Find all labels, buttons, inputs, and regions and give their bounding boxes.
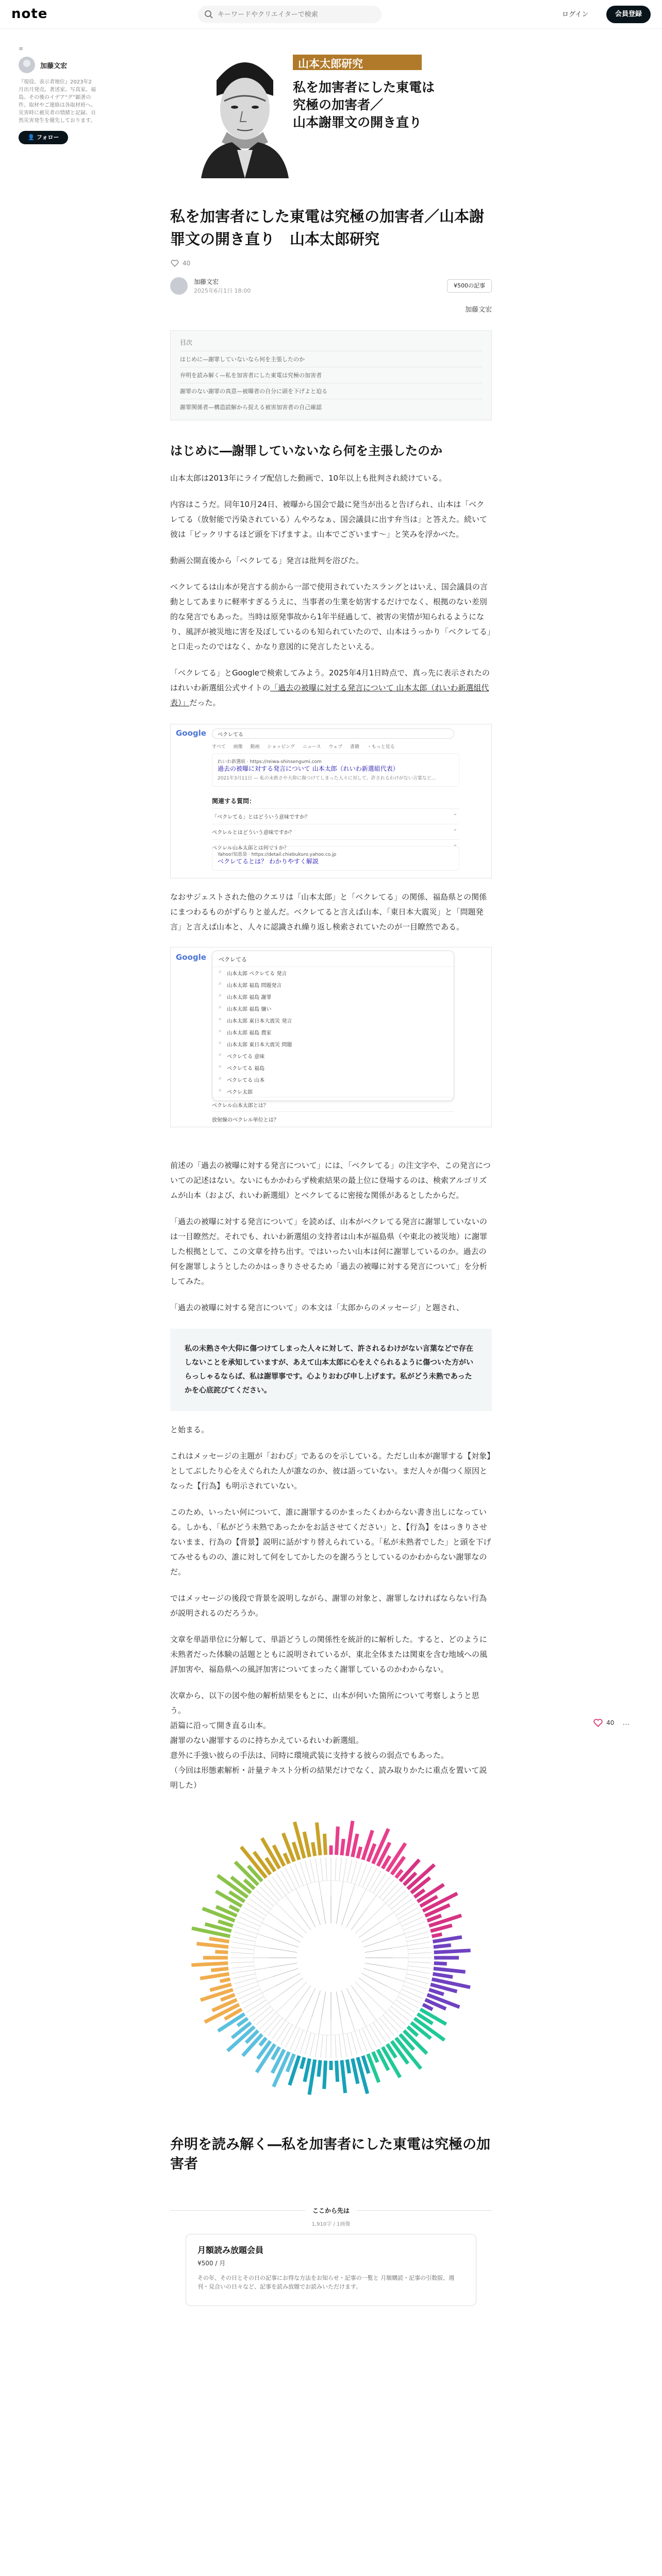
network-spoke: [355, 1862, 362, 1885]
search-result: [212, 846, 459, 871]
google-autocomplete-screenshot: [170, 947, 492, 1127]
article-title: 私を加害者にした東電は究極の加害者／山本謝罪文の開き直り 山本太郎研究: [170, 208, 485, 248]
network-bar: [373, 2052, 377, 2062]
network-spoke: [233, 1937, 255, 1941]
related-head: 関連する質問：: [212, 798, 256, 805]
network-spoke: [231, 1970, 254, 1973]
paragraph: ベクレてるは山本が発言する前から一部で使用されていたスラングとはいえ、国会議員の言動としてあまりに軽率すぎるうえに、当事者の生業を妨害するだけでなく、根拠のない差別的な発言でもあった。当時は原発事故から1年半経過して、被害の実情が知られるようになり、風評が被災地に害を及ぼしているのも知られていたので、山本はうっかり「ベクレてる」と口走ったのではなく、かなり意図的に発言したといえる。: [170, 582, 491, 651]
avatar[interactable]: [170, 277, 188, 295]
result-title: 過去の被曝に対する発言について 山本太郎（れいわ新選組代表）: [218, 765, 399, 772]
network-bar: [209, 1939, 229, 1942]
network-spoke: [300, 1862, 307, 1885]
plan-description: その年、その日とその日の記事にお得な方法をお知らせ・記事の一覧と 月額購読・記事の引数版、週刊・見合いの日々など、記事を読み放題でお読みいただけます。: [197, 2275, 455, 2290]
paragraph: 「過去の被曝に対する発言について」の本文は「太郎からのメッセージ」と題され、: [170, 1303, 464, 1312]
paywall: [170, 2205, 492, 2308]
network-link: [286, 1895, 311, 1930]
network-link: [361, 1923, 400, 1942]
paragraph-text: 「ベクレてる」とGoogleで検索してみよう。2025年4月1日時点で、真っ先に表示されたのはれいわ新選組公式サイトの: [170, 668, 490, 692]
suggestion: ⌕ ベクレてる 山本: [212, 1074, 454, 1086]
paywall-count: 1,910字 / 1画像: [311, 2222, 351, 2227]
like-count: 40: [183, 260, 191, 267]
network-link: [363, 1934, 404, 1947]
google-tabs: すべて 画像 動画 ショッピング ニュース ウェブ 書籍 ・もっと見る: [212, 744, 395, 750]
author-link[interactable]: 加藤文宏: [465, 306, 492, 314]
article-meta: [170, 259, 492, 268]
network-spoke: [386, 1887, 402, 1903]
network-bar: [358, 1847, 361, 1858]
network-bar: [423, 2005, 433, 2010]
network-spoke: [326, 2035, 327, 2058]
network-link: [346, 1988, 366, 2026]
network-spoke: [250, 1899, 268, 1912]
network-spoke: [290, 1866, 300, 1887]
network-spoke: [373, 1873, 386, 1893]
suggestion: ⌕ 山本太郎 東日本大震災 発言: [212, 1014, 454, 1026]
hero-image: [170, 41, 492, 180]
network-spoke: [396, 1903, 416, 1916]
network-spoke: [373, 2023, 386, 2042]
network-link: [336, 1992, 343, 2034]
network-spoke: [272, 1876, 285, 1895]
hero-line-2: 究極の加害者／: [293, 97, 384, 112]
network-link: [255, 1963, 297, 1970]
network-spoke: [300, 2031, 307, 2054]
network-link: [269, 1912, 303, 1938]
plan-name: 月額読み放題会員: [197, 2245, 264, 2255]
network-bar: [342, 1839, 343, 1855]
network-spoke: [383, 2015, 398, 2032]
network-bar: [324, 2061, 326, 2089]
network-spoke: [388, 1891, 405, 1906]
network-spoke: [391, 2006, 409, 2021]
network-link: [359, 1978, 393, 2003]
network-spoke: [234, 1978, 256, 1984]
section-heading: はじめに―謝罪していないなら何を主張したのか: [170, 444, 442, 458]
floating-actions: [593, 1718, 630, 1728]
network-spoke: [408, 1962, 432, 1963]
google-logo: Google: [176, 953, 206, 962]
toc-item[interactable]: 謝罪のない謝罪の真意—被曝者の自分に頭を下げよと迫る: [180, 383, 482, 399]
network-spoke: [370, 2025, 382, 2045]
network-bar: [429, 1990, 444, 1994]
network-spoke: [407, 1970, 430, 1973]
price-button[interactable]: ¥500の記事: [447, 279, 492, 293]
network-spoke: [335, 1857, 336, 1880]
network-spoke: [347, 1859, 352, 1882]
network-spoke: [376, 1876, 390, 1895]
network-spoke: [281, 2025, 293, 2045]
heart-icon[interactable]: [593, 1718, 603, 1728]
suggestion: ⌕ 山本太郎 東日本大震災 問題: [212, 1038, 454, 1050]
plan-price: ¥500 / 月: [197, 2260, 226, 2267]
paragraph: 内容はこうだ。同年10月24日、被曝から国会で最に発当が出ると告げられ、山本は「ベクレてる（放射能で汚染されている）んやろなぁ、国会議員に出す弁当は」と答えた。続いて彼は「ピックリするほど頭を下げますよ。山本でございます～」と笑みを浮かべた。: [170, 500, 488, 539]
heart-icon[interactable]: [170, 259, 179, 268]
suggestion: ⌕ 山本太郎 ベクレてる 発言: [212, 967, 454, 979]
network-spoke: [400, 1912, 421, 1922]
network-bar: [353, 1834, 358, 1857]
network-spoke: [407, 1974, 429, 1978]
network-spoke: [305, 1861, 311, 1883]
network-spoke: [281, 1871, 293, 1891]
network-link: [365, 1946, 407, 1953]
author-sidebar: [19, 45, 96, 144]
network-spoke: [241, 1993, 262, 2003]
network-bar: [220, 1979, 230, 1981]
network-spoke: [379, 1879, 394, 1897]
network-bar: [433, 1974, 453, 1977]
network-spoke: [246, 2000, 266, 2013]
network-spoke: [355, 2031, 362, 2054]
network-spoke: [351, 1861, 357, 1883]
network-spoke: [295, 2030, 303, 2052]
network-spoke: [231, 1942, 254, 1945]
network-link: [361, 1973, 400, 1993]
network-link: [342, 1884, 355, 1925]
network-spoke: [285, 1868, 295, 1889]
network-bar: [221, 1995, 235, 2000]
network-spoke: [362, 2028, 372, 2049]
network-spoke: [405, 1927, 427, 1934]
network-spoke: [393, 1899, 412, 1912]
network-bar: [229, 1906, 239, 1911]
toc-item[interactable]: はじめに—謝罪していないなら何を主張したのか: [180, 351, 482, 367]
network-spoke: [315, 1858, 319, 1881]
network-spoke: [366, 2027, 376, 2047]
sidebar-author-name[interactable]: 加藤文宏: [40, 62, 68, 70]
network-bar: [200, 1974, 229, 1978]
network-spoke: [403, 1986, 425, 1994]
paragraph: このため、いったい何について、誰に謝罪するのかまったくわからない書き出しになっている。しかも、「私がどう未熟であったかをお話させてください」と、【行為】をはっきりさせないまま、行為の【背景】説明に話がすり替えられている。「私が未熟者でした」と頭を下げてみせるものの、誰に対して何をしてかしたのを謝ろうとしているのかわからない謝罪なのだ。: [170, 1507, 491, 1577]
suggestion: ⌕ ベクレ太郎: [212, 1086, 454, 1097]
network-spoke: [230, 1953, 254, 1954]
author-bio: 『現役、表示者地位』2023年2月出月発売。著述家。写真家。福島、その後のイデア“グ”顕著の件。取材やご連絡は各取材班へ。災害時に被災者の情緒と記録、自然災害発生を優先しております。: [19, 79, 96, 124]
author-name[interactable]: 加藤文宏: [194, 278, 219, 285]
network-link: [336, 1882, 343, 1924]
more-icon[interactable]: …: [622, 1719, 630, 1727]
network-spoke: [276, 1873, 289, 1893]
network-spoke: [305, 2032, 311, 2055]
network-spoke: [403, 1922, 425, 1930]
network-spoke: [407, 1942, 430, 1945]
network-spoke: [396, 2000, 416, 2013]
network-link: [296, 1889, 316, 1927]
network-spoke: [260, 1887, 276, 1903]
network-link: [319, 1882, 326, 1924]
network-spoke: [351, 2032, 357, 2055]
network-bar: [312, 1842, 315, 1856]
network-link: [346, 1889, 366, 1927]
network-spoke: [406, 1932, 428, 1938]
network-spoke: [231, 1947, 254, 1950]
network-bar: [191, 1963, 228, 1965]
network-bar: [433, 1937, 462, 1942]
network-spoke: [268, 2018, 282, 2036]
paragraph: 次章から、以下の図や他の解析結果をもとに、山本が何いた箇所について考察しようと思う。 語篇に沿って開き直る山本。 謝罪のない謝罪するのに持ちかえているれいわ新選組。 意外に手強い彼らの手法は、同時に環境武装に支持する彼らの弱点でもあった。 （今回は形態素解析・計量テキスト分析の結果だけでなく、読み取りかたに重点を置いて説明した）: [170, 1691, 487, 1790]
paragraph: [170, 666, 492, 710]
network-spoke: [230, 1962, 254, 1963]
network-spoke: [250, 2003, 268, 2016]
paragraph: 文章を単語単位に分解して、単語どうしの関係性を統計的に解析した。すると、どのように未熟者だった体験の話題とともに説明されているが、東北全体または関東を含む地域への風評加害や、福島県への風評加害についてまったく謝罪しているのかわからない。: [170, 1635, 488, 1674]
network-spoke: [260, 2012, 276, 2029]
network-link: [286, 1986, 311, 2020]
network-spoke: [343, 2034, 346, 2057]
network-spoke: [237, 1922, 259, 1930]
network-spoke: [386, 2012, 402, 2029]
network-spoke: [406, 1978, 428, 1984]
network-spoke: [335, 2035, 336, 2058]
related-question: ベクレル山本太郎とは何ですか？ ⌄: [212, 839, 459, 855]
network-spoke: [256, 2009, 273, 2025]
network-bar: [434, 1969, 466, 1972]
network-bar: [324, 1834, 325, 1855]
network-spoke: [362, 1866, 372, 1887]
network-spoke: [256, 1891, 273, 1906]
network-bar: [347, 2060, 349, 2074]
network-spoke: [290, 2028, 300, 2049]
network-spoke: [239, 1917, 260, 1926]
paragraph: 山本太郎は2013年にライブ配信した動画で、10年以上も批判され続けている。: [170, 473, 447, 483]
google-logo: Google: [176, 728, 206, 738]
network-spoke: [405, 1981, 427, 1989]
network-bar: [285, 1853, 289, 1863]
sidebar-menu-icon[interactable]: ≡: [19, 45, 24, 52]
network-bar: [434, 1951, 471, 1953]
blockquote: 私の未熟さや大仰に傷つけてしまった人々に対して、許されるわけがない言葉などで存在しないことを承知していますが、あえて山本太郎に心をえぐられるように傷ついた方がいらっしゃるならば、私は謝罪事です。心よりおわび申し上げます。私がどう未熟であったかを心底詫びてください。: [170, 1329, 492, 1411]
network-link: [257, 1969, 298, 1982]
network-bar: [396, 1870, 402, 1878]
network-spoke: [253, 1894, 271, 1909]
network-spoke: [253, 2006, 271, 2021]
suggestion: ⌕ ベクレてる 福島: [212, 1062, 454, 1074]
network-link: [276, 1982, 307, 2012]
network-bar: [336, 1826, 338, 1855]
network-link: [255, 1946, 297, 1953]
signup-button[interactable]: 会員登録: [606, 6, 651, 23]
floating-like-count: 40: [606, 1719, 615, 1726]
network-spoke: [366, 1868, 376, 1889]
hero-line-3: 山本謝罪文の開き直り: [293, 115, 422, 130]
network-spoke: [310, 2033, 315, 2056]
network-spoke: [264, 1883, 279, 1900]
follow-button[interactable]: 👤 フォロー: [19, 131, 68, 144]
result-snippet: 2021年3月11日 — 私の未熟さや大仰に傷つけてしまった人々に対して、許されるわけがない言葉など...: [218, 776, 436, 781]
network-bar: [434, 1945, 451, 1947]
network-spoke: [370, 1871, 382, 1891]
network-spoke: [310, 1859, 315, 1882]
google-query: ベクレてる: [212, 728, 454, 739]
toc-item[interactable]: 弁明を読み解く—私を加害者にした東電は究極の加害者: [180, 367, 482, 383]
network-spoke: [379, 2018, 394, 2036]
network-spoke: [359, 1864, 367, 1886]
network-link: [276, 1903, 307, 1934]
paragraph: 動画公開直後から「ベクレてる」発言は批判を浴びた。: [170, 556, 364, 565]
network-bar: [347, 1821, 353, 1856]
network-link: [355, 1903, 386, 1934]
network-spoke: [398, 1996, 418, 2008]
network-bar: [218, 1921, 233, 1926]
network-spoke: [408, 1947, 431, 1950]
suggestion: ⌕ 山本太郎 福島 嫌い: [212, 1003, 454, 1014]
network-spoke: [272, 2020, 285, 2039]
search-result: [212, 753, 459, 787]
word-network-figure: [170, 1808, 492, 2097]
paragraph: 「過去の被曝に対する発言について」を読めば、山本がベクレてる発言に謝罪していないのは一目瞭然だ。それでも、れいわ新選組の支持者は山本が福島県（や東北の被災地）に謝罪した根拠として、この文章を持ち出す。ではいったい山本は何に謝罪しているのか。過去の何を謝罪しようとしたのかはっきりさせるため「過去の被曝に対する発言について」を分析してみた。: [170, 1217, 488, 1286]
network-link: [355, 1982, 386, 2012]
network-spoke: [321, 1858, 323, 1881]
network-spoke: [244, 1908, 264, 1920]
network-spoke: [400, 1993, 421, 2003]
paragraph: 前述の「過去の被曝に対する発言について」には、「ベクレてる」の注文字や、この発言についての記述はない。ないにもかかわらず検索結果の最上位に登場するのは、検索アルゴリズムが山本（および、れいわ新選組）とベクレてるに密接な関係があるとしたからだ。: [170, 1161, 491, 1200]
network-bar: [427, 1916, 441, 1921]
suggestion: ⌕ ベクレてる 意味: [212, 1050, 454, 1062]
network-spoke: [376, 2020, 390, 2039]
result-source: Yahoo!知恵袋 · https://detail.chiebukuro.yahoo.co.jp: [218, 852, 337, 857]
network-spoke: [295, 1864, 303, 1886]
author-row: [170, 276, 492, 297]
login-link[interactable]: ログイン: [562, 11, 589, 19]
google-results-screenshot: [170, 724, 492, 878]
network-spoke: [339, 2035, 342, 2058]
network-link: [307, 1884, 321, 1925]
network-link: [359, 1912, 393, 1938]
avatar[interactable]: [19, 57, 35, 73]
network-spoke: [264, 2015, 279, 2032]
network-bar: [317, 1822, 320, 1855]
network-bar: [196, 1944, 228, 1947]
network-spoke: [315, 2034, 319, 2057]
network-bar: [319, 2060, 320, 2077]
network-spoke: [343, 1858, 346, 1881]
network-spoke: [402, 1917, 423, 1926]
related-question: ベクレルとはどういう意味ですか？ ⌄: [212, 824, 459, 839]
network-link: [269, 1978, 303, 2003]
network-link: [307, 1990, 321, 2031]
network-link: [342, 1990, 355, 2031]
network-link: [262, 1973, 300, 1993]
network-spoke: [388, 2009, 405, 2025]
suggestion: ⌕ 山本太郎 福島 農家: [212, 1026, 454, 1038]
network-bar: [432, 1934, 442, 1936]
paragraph: なおサジェストされた他のクエリは「山本太郎」と「ベクレてる」の関係、福島県との関係にまつわるものがずらりと並んだ。ベクレてると言えば山本、「東日本大震災」と「問題発言」と言えば山本と、人々に認識され繰り返し検索されていたのが一目瞭然である。: [170, 892, 487, 931]
network-spoke: [241, 1912, 262, 1922]
search-input[interactable]: [218, 6, 372, 23]
network-bar: [211, 1969, 228, 1971]
note-logo[interactable]: note: [11, 6, 48, 22]
network-spoke: [408, 1966, 431, 1969]
network-spoke: [239, 1989, 260, 1998]
network-spoke: [408, 1953, 432, 1954]
publish-date: 2025年6月1日 18:00: [194, 287, 251, 294]
paragraph: ではメッセージの後段で背景を説明しながら、謝罪の対象と、謝罪しなければならない行為が説明されるのだろうか。: [170, 1594, 487, 1618]
network-spoke: [398, 1908, 418, 1920]
network-spoke: [402, 1989, 423, 1998]
paywall-label: [170, 2205, 492, 2215]
network-spoke: [347, 2033, 352, 2056]
related-question: 放射線のベクレル単位とは？: [212, 1111, 454, 1127]
hero-band: 山本太郎研究: [293, 55, 422, 70]
network-spoke: [393, 2003, 412, 2016]
network-spoke: [244, 1996, 264, 2008]
network-link: [365, 1963, 407, 1970]
network-link: [296, 1988, 316, 2026]
network-bar: [353, 2059, 358, 2084]
network-link: [257, 1934, 298, 1947]
network-link: [363, 1969, 404, 1982]
network-bar: [305, 2059, 310, 2082]
network-spoke: [236, 1981, 258, 1989]
table-of-contents: [170, 330, 492, 420]
search-box[interactable]: [198, 6, 382, 23]
follow-label: フォロー: [37, 134, 59, 141]
network-spoke: [383, 1883, 398, 1900]
paragraph: これはメッセージの主題が「おわび」であるのを示している。ただし山本が謝罪する【対象】としてぶしたり心をえぐられた人が誰なのか、彼は語っていない。まだ人々が傷つく原因となった【行為】も明示されていない。: [170, 1451, 491, 1490]
suggestion: ⌕ 山本太郎 福島 問題発言: [212, 979, 454, 991]
paragraph-text: だった。: [189, 698, 221, 707]
network-spoke: [234, 1932, 256, 1938]
network-spoke: [339, 1858, 342, 1881]
hero-line-1: 私を加害者にした東電は: [293, 80, 435, 95]
suggest-box: [212, 951, 454, 1101]
paragraph: と始まる。: [170, 1425, 209, 1434]
suggest-query: ベクレてる: [212, 953, 454, 967]
network-bar: [304, 1832, 309, 1857]
related-question: 「ベクレてる」とはどういう意味ですか？ ⌄: [212, 808, 459, 824]
toc-head[interactable]: 目次: [180, 339, 193, 346]
network-link: [351, 1986, 376, 2020]
search-icon: [204, 10, 213, 19]
network-spoke: [321, 2035, 323, 2058]
network-link: [351, 1895, 376, 1930]
portrait-illustration: [196, 49, 294, 178]
top-bar: [0, 0, 662, 29]
paywall-label-text: ここから先は: [305, 2207, 357, 2214]
network-spoke: [326, 1857, 327, 1880]
network-spoke: [233, 1974, 255, 1978]
network-spoke: [268, 1879, 282, 1897]
network-spoke: [246, 1903, 266, 1916]
result-title: ベクレてるとは？ わかりやすく解説: [218, 858, 319, 865]
network-spoke: [231, 1966, 254, 1969]
result-source: れいわ新選組 · https://reiwa-shinsengumi.com: [218, 759, 322, 765]
network-bar: [309, 2060, 315, 2095]
related-question: ベクレル山本太郎とは？: [212, 1097, 454, 1112]
network-link: [262, 1923, 300, 1942]
network-bar: [342, 2060, 345, 2093]
network-bar: [260, 2038, 266, 2045]
network-bar: [301, 2057, 304, 2069]
suggestion: ⌕ 山本太郎 福島 謝罪: [212, 991, 454, 1003]
network-spoke: [236, 1927, 258, 1934]
network-spoke: [285, 2027, 295, 2047]
network-spoke: [359, 2030, 367, 2052]
section-heading: 弁明を読み解く―私を加害者にした東電は究極の加害者: [170, 2137, 490, 2172]
toc-item[interactable]: 謝罪関係者—構造読解から捉える被害加害者の自己確認: [180, 399, 482, 415]
network-spoke: [237, 1986, 259, 1994]
reiwa-link[interactable]: 「過去の被曝に対する発言について 山本太郎（れいわ新選組代表）」: [170, 683, 489, 707]
network-bar: [336, 2061, 337, 2082]
network-spoke: [407, 1937, 429, 1941]
network-link: [319, 1992, 326, 2034]
membership-card[interactable]: [186, 2234, 476, 2306]
network-spoke: [276, 2023, 289, 2042]
article-column: [170, 41, 492, 2308]
network-spoke: [391, 1894, 409, 1909]
